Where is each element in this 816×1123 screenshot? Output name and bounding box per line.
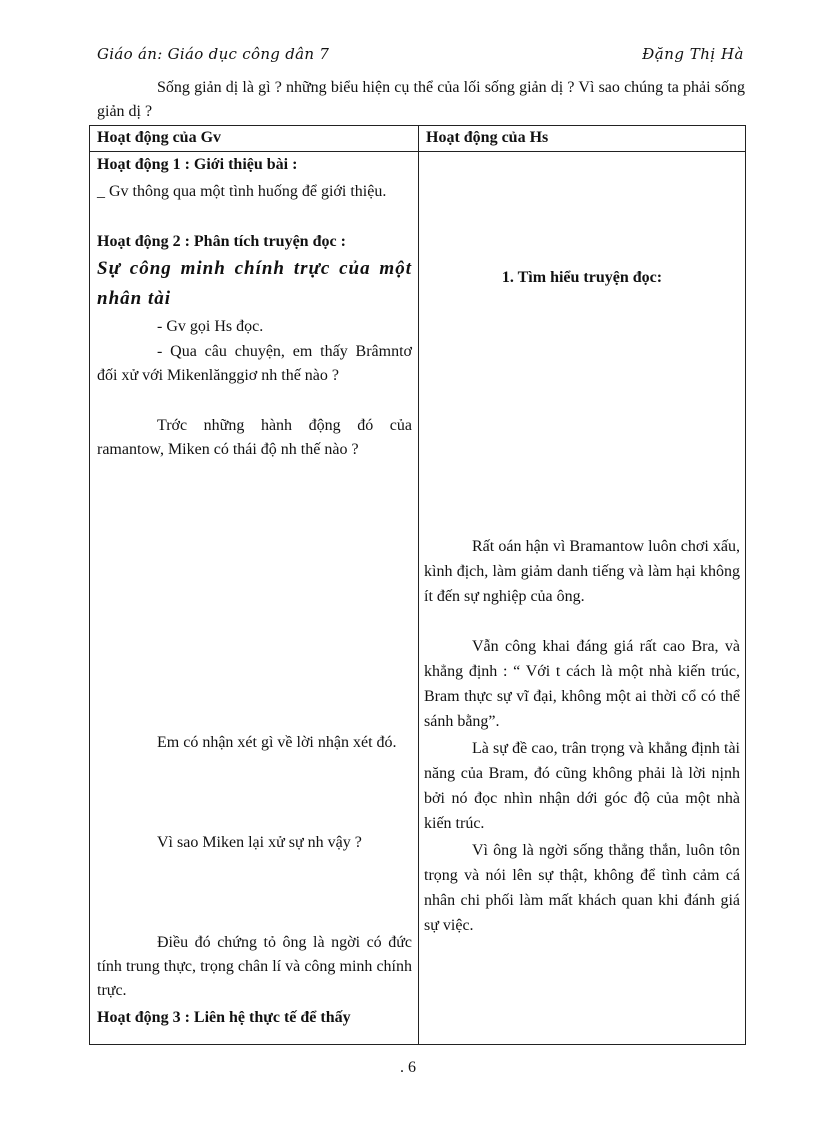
conclusion-text: Điều đó chứng tỏ ông là ngời có đức tính trung thực, trọng chân lí và công minh chính trực. bbox=[97, 934, 412, 999]
story-title: Sự công minh chính trực của một nhân tài bbox=[97, 258, 412, 309]
answer-3: Là sự đề cao, trân trọng và khẳng định tài năng của Bram, đó cũng không phải là lời nịnh bởi nó đọc nhìn nhận dới góc độ của một nhà kiến trúc. bbox=[424, 740, 740, 832]
question-read: - Gv gọi Hs đọc. bbox=[157, 318, 264, 335]
column-divider bbox=[418, 126, 419, 1044]
column-header-student: Hoạt động của Hs bbox=[426, 129, 549, 146]
question-treatment: - Qua câu chuyện, em thấy Brâmntơ đối xử với Mikenlănggiơ nh thế nào ? bbox=[97, 343, 412, 384]
activity-2-title: Hoạt động 2 : Phân tích truyện đọc : bbox=[97, 233, 346, 250]
activity-1-title: Hoạt động 1 : Giới thiệu bài : bbox=[97, 156, 298, 173]
answer-2: Vẫn công khai đáng giá rất cao Bra, và khẳng định : “ Với t cách là một nhà kiến trúc, Bram thực sự vĩ đại, không một ai thời cổ có thể sánh bằng”. bbox=[424, 638, 740, 730]
header-divider bbox=[90, 151, 745, 152]
answer-4: Vì ông là ngời sống thẳng thắn, luôn tôn trọng và nói lên sự thật, không để tình cảm cá nhân chi phối làm mất khách quan khi đánh giá sự việc. bbox=[424, 842, 740, 934]
lesson-table bbox=[89, 125, 746, 1045]
question-comment: Em có nhận xét gì về lời nhận xét đó. bbox=[157, 734, 397, 751]
section-title: 1. Tìm hiểu truyện đọc: bbox=[501, 269, 663, 286]
activity-3-title: Hoạt động 3 : Liên hệ thực tế để thấy bbox=[97, 1009, 351, 1026]
header-author: Đặng Thị Hà bbox=[642, 45, 744, 63]
page-number: . 6 bbox=[400, 1059, 416, 1076]
answer-1: Rất oán hận vì Bramantow luôn chơi xấu, kình địch, làm giảm danh tiếng và làm hại không ít đến sự nghiệp của ông. bbox=[424, 538, 740, 605]
question-attitude: Trớc những hành động đó của ramantow, Miken có thái độ nh thế nào ? bbox=[97, 417, 412, 458]
intro-question bbox=[97, 76, 745, 124]
question-why: Vì sao Miken lại xử sự nh vậy ? bbox=[157, 834, 362, 851]
column-header-teacher: Hoạt động của Gv bbox=[97, 129, 222, 146]
activity-1-text: _ Gv thông qua một tình huống để giới thiệu. bbox=[97, 183, 387, 200]
intro-text: Sống giản dị là gì ? những biểu hiện cụ thể của lối sống giản dị ? Vì sao chúng ta phải sống giản dị ? bbox=[97, 79, 745, 120]
header-subject: Giáo án: Giáo dục công dân 7 bbox=[97, 45, 330, 63]
